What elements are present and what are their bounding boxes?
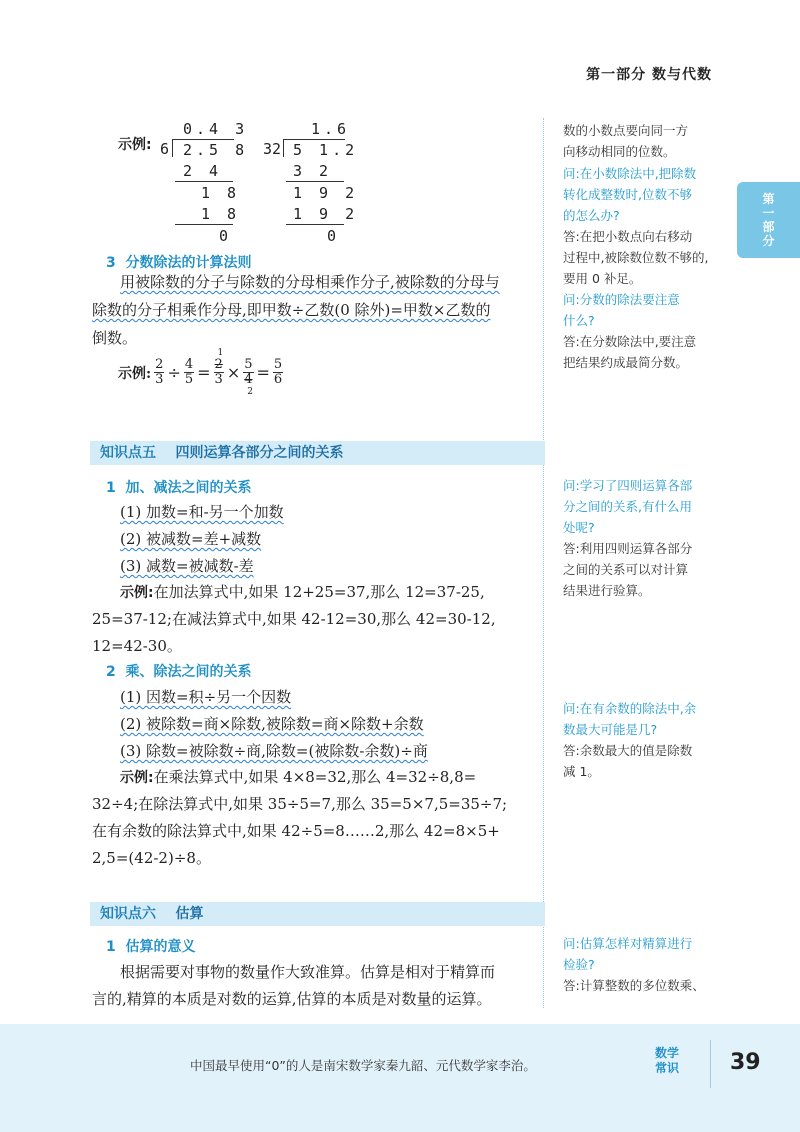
example-line: 32÷4;在除法算式中,如果 35÷5=7,那么 35=5×7,5=35÷7; <box>92 795 508 813</box>
chapter-header: 第一部分 数与代数 <box>586 67 712 83</box>
section-heading: 3 分数除法的计算法则 <box>106 255 252 271</box>
paragraph-line: 倒数。 <box>92 329 138 347</box>
side-qa: 问:在有余数的除法中,余 数最大可能是几? 答:余数最大的值是除数 减 1。 <box>563 701 697 779</box>
footer-band <box>0 1024 800 1132</box>
rule-line: (1) 加数=和-另一个加数 <box>120 503 284 521</box>
example-line: 示例:在乘法算式中,如果 4×8=32,那么 4=32÷8,8= <box>120 768 477 786</box>
knowledge-point-banner: 知识点六 估算 <box>90 902 545 926</box>
knowledge-point-banner: 知识点五 四则运算各部分之间的关系 <box>90 441 545 465</box>
fraction-example: 示例: $\frac{2}{3}$ ÷ $\frac{4}{5}$ = 1 2 3 × 5 4 2 = $\frac{5}{6}$ <box>118 348 283 397</box>
footer-tab: 数学 常识 <box>655 1046 680 1075</box>
rule-line: (3) 减数=被减数-差 <box>120 557 254 575</box>
section-heading: 2 乘、除法之间的关系 <box>106 664 252 680</box>
example-line: 25=37-12;在减法算式中,如果 42-12=30,那么 42=30-12, <box>92 610 496 628</box>
section-heading: 1 估算的意义 <box>106 939 196 955</box>
side-note: 数的小数点要向同一方 向移动相同的位数。 <box>563 123 689 159</box>
paragraph-line: 用被除数的分子与除数的分母相乘作分子,被除数的分母与 <box>120 273 500 291</box>
footer-fact: 中国最早使用“0”的人是南宋数学家秦九韶、元代数学家李治。 <box>190 1058 536 1073</box>
side-qa: 问:学习了四则运算各部 分之间的关系,有什么用 处呢? 答:利用四则运算各部分 之间的关系可以对计算 结果进行验算。 <box>563 478 693 598</box>
chapter-side-tab[interactable]: 第 一 部 分 <box>737 182 800 258</box>
rule-line: (2) 被除数=商×除数,被除数=商×除数+余数 <box>120 715 424 733</box>
section-heading: 1 加、减法之间的关系 <box>106 480 252 496</box>
page-number: 39 <box>730 1050 761 1075</box>
paragraph-line: 除数的分子相乘作分母,即甲数÷乙数(0 除外)=甲数×乙数的 <box>92 301 491 319</box>
paragraph-line: 根据需要对事物的数量作大致准算。估算是相对于精算而 <box>120 963 496 981</box>
rule-line: (1) 因数=积÷另一个因数 <box>120 688 292 706</box>
side-qa: 问:估算怎样对精算进行 检验? 答:计算整数的多位数乘、 <box>563 936 705 993</box>
footer-divider <box>710 1040 711 1088</box>
sidebar-divider <box>543 118 544 1008</box>
example-line: 在有余数的除法算式中,如果 42÷5=8……2,那么 42=8×5+ <box>92 822 500 840</box>
example-line: 12=42-30。 <box>92 637 182 655</box>
side-qa: 问:在小数除法中,把除数 转化成整数时,位数不够 的怎么办? 答:在把小数点向右移动 过程中,被除数位数不够的, 要用 0 补足。 问:分数的除法要注意 什么? 答:在分数除法中,要注意 把结果约成最简分数。 <box>563 166 709 370</box>
division-example-label: 示例: <box>118 137 152 153</box>
example-line: 示例:在加法算式中,如果 12+25=37,那么 12=37-25, <box>120 583 485 601</box>
example-line: 2,5=(42-2)÷8。 <box>92 849 211 867</box>
rule-line: (3) 除数=被除数÷商,除数=(被除数-余数)÷商 <box>120 742 428 760</box>
paragraph-line: 言的,精算的本质是对数的运算,估算的本质是对数量的运算。 <box>92 990 492 1008</box>
rule-line: (2) 被减数=差+减数 <box>120 530 262 548</box>
